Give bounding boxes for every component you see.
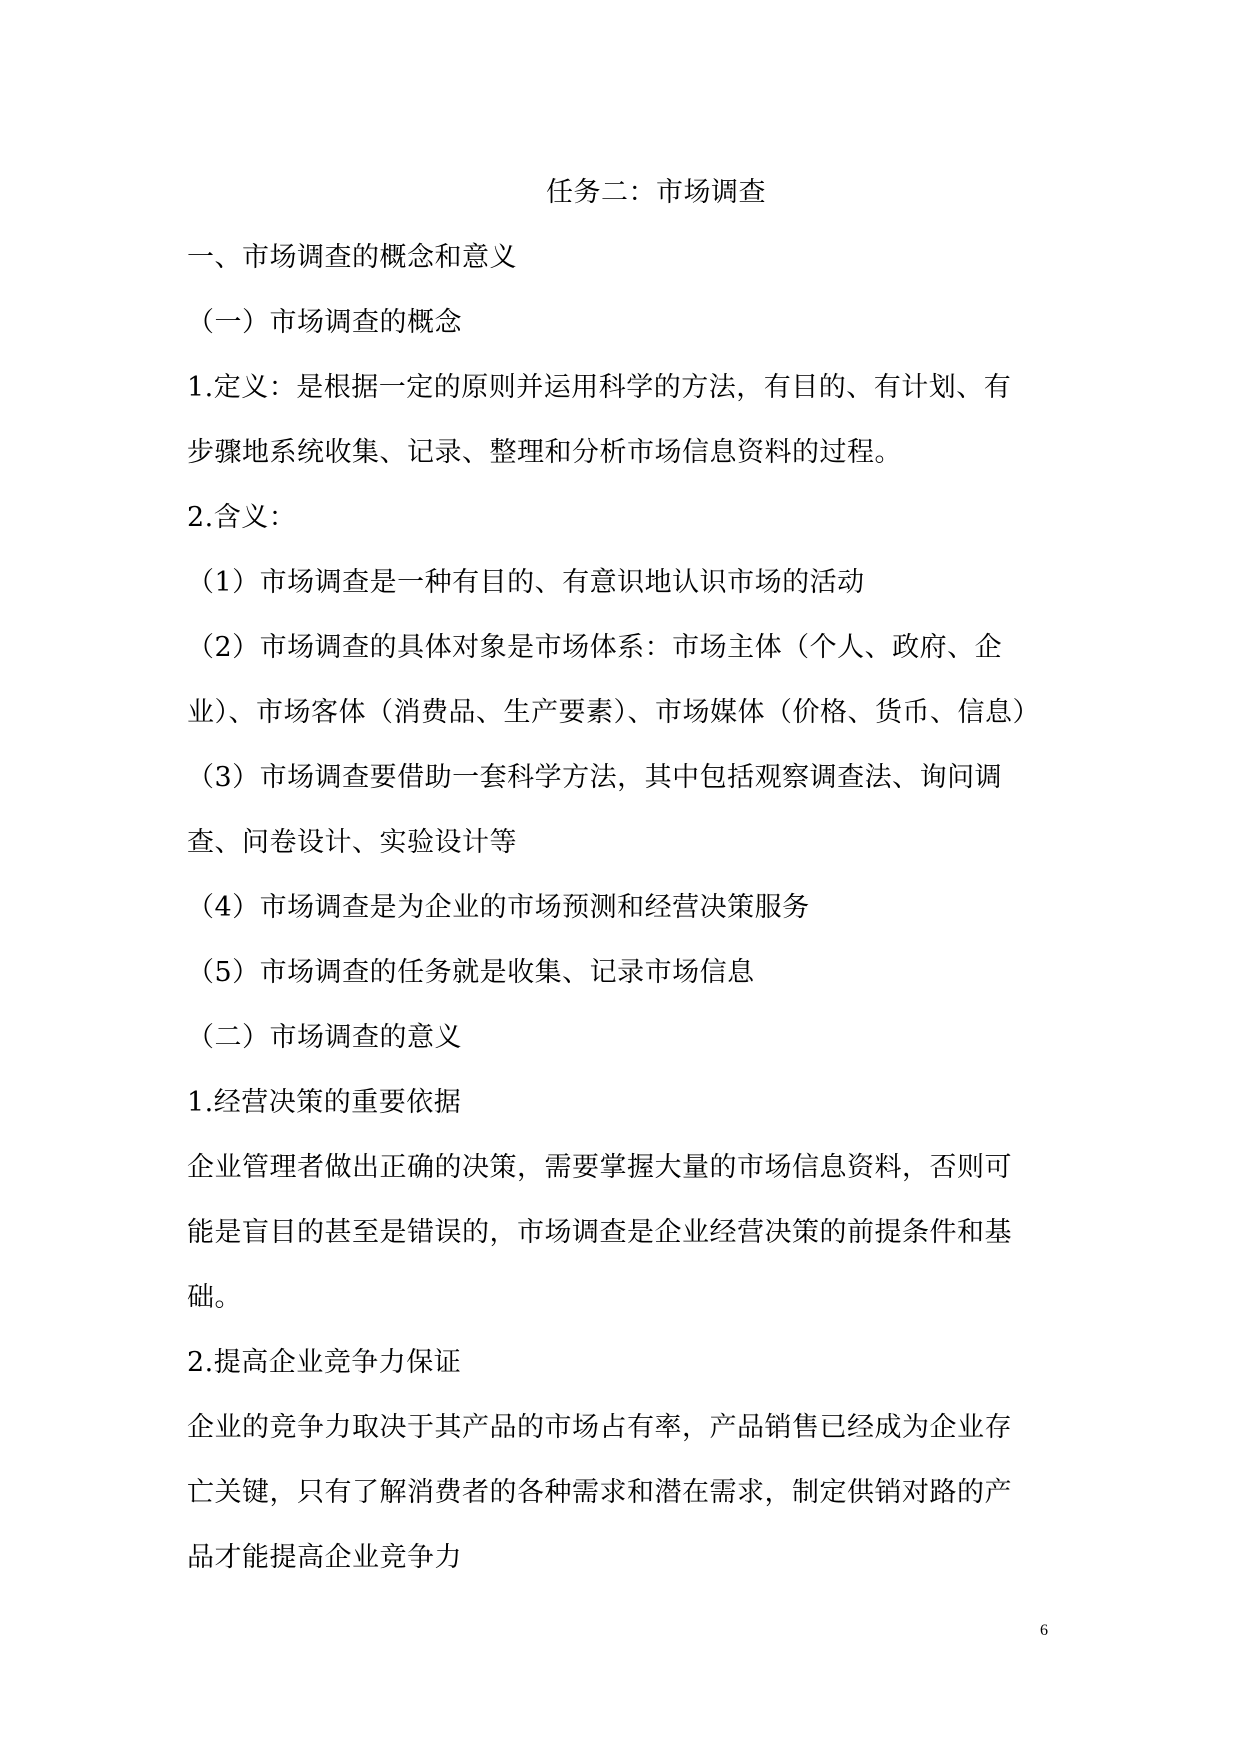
subsection-heading-2: （二）市场调查的意义: [187, 1022, 462, 1053]
section-heading-1: 一、市场调查的概念和意义: [187, 242, 517, 273]
meaning-item-3-line-1: （3）市场调查要借助一套科学方法，其中包括观察调查法、询问调: [187, 762, 1003, 793]
document-title: 任务二：市场调查: [546, 177, 766, 208]
significance-paragraph-2-line-1: 企业的竞争力取决于其产品的市场占有率，产品销售已经成为企业存: [187, 1412, 1012, 1443]
meaning-heading: 2.含义：: [187, 502, 297, 533]
significance-heading-2: 2.提高企业竞争力保证: [187, 1347, 462, 1378]
significance-paragraph-1-line-1: 企业管理者做出正确的决策，需要掌握大量的市场信息资料，否则可: [187, 1152, 1012, 1183]
meaning-item-5: （5）市场调查的任务就是收集、记录市场信息: [187, 957, 755, 988]
significance-paragraph-1-line-3: 础。: [187, 1282, 242, 1313]
definition-line-2: 步骤地系统收集、记录、整理和分析市场信息资料的过程。: [187, 437, 902, 468]
significance-paragraph-1-line-2: 能是盲目的甚至是错误的，市场调查是企业经营决策的前提条件和基: [187, 1217, 1012, 1248]
significance-heading-1: 1.经营决策的重要依据: [187, 1087, 462, 1118]
significance-paragraph-2-line-2: 亡关键，只有了解消费者的各种需求和潜在需求，制定供销对路的产: [187, 1477, 1012, 1508]
definition-line-1: 1.定义：是根据一定的原则并运用科学的方法，有目的、有计划、有: [187, 372, 1012, 403]
meaning-item-2-line-2: 业）、市场客体（消费品、生产要素）、市场媒体（价格、货币、信息）: [187, 697, 1040, 728]
significance-paragraph-2-line-3: 品才能提高企业竞争力: [187, 1542, 462, 1573]
meaning-item-2-line-1: （2）市场调查的具体对象是市场体系：市场主体（个人、政府、企: [187, 632, 1003, 663]
document-body: [187, 160, 1055, 1590]
meaning-item-4: （4）市场调查是为企业的市场预测和经营决策服务: [187, 892, 810, 923]
subsection-heading-1: （一）市场调查的概念: [187, 307, 462, 338]
meaning-item-1: （1）市场调查是一种有目的、有意识地认识市场的活动: [187, 567, 865, 598]
meaning-item-3-line-2: 查、问卷设计、实验设计等: [187, 827, 517, 858]
page-number: 6: [1040, 1622, 1048, 1639]
